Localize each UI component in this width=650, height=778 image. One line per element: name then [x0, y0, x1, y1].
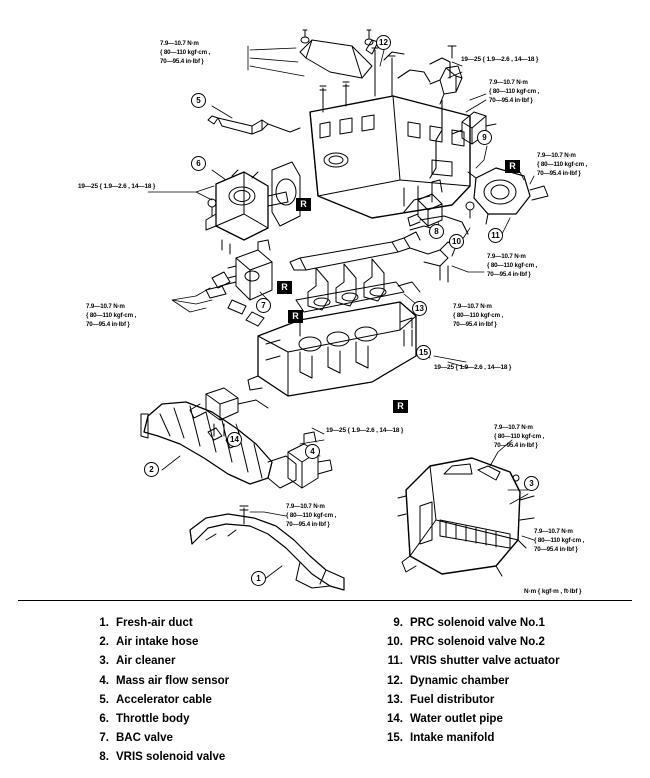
torque-line: 70—95.4 in·lbf } [487, 270, 531, 278]
torque-note-left-mid [86, 303, 136, 329]
legend-label: Throttle body [116, 713, 190, 726]
callout-bubble-11[interactable]: 11 [488, 228, 503, 243]
legend-item-14 [382, 710, 560, 729]
torque-note-bottom-far-right [534, 528, 584, 554]
torque-note-bottom-right [494, 424, 544, 450]
parts-legend [0, 600, 650, 778]
legend-item-3 [88, 652, 229, 671]
torque-line: 7.9—10.7 N·m [537, 152, 576, 159]
legend-number: 11. [387, 655, 403, 668]
legend-column-left [88, 614, 229, 768]
callout-bubble-1[interactable]: 1 [251, 571, 266, 586]
torque-line: 7.9—10.7 N·m [160, 40, 199, 47]
torque-line: { 80—110 kgf·cm , [534, 536, 585, 544]
legend-label: BAC valve [116, 732, 173, 745]
spec-note-left: 19—25 { 1.9—2.6 , 14—18 } [78, 183, 156, 190]
bac-valve-part [206, 240, 272, 326]
torque-note-right-mid [487, 253, 537, 279]
spec-note-bottom: 19—25 { 1.9—2.6 , 14—18 } [326, 427, 404, 434]
legend-item-9 [382, 614, 560, 633]
legend-number: 1. [99, 617, 109, 629]
legend-number: 14. [387, 713, 403, 726]
chamber-bracket [300, 30, 378, 78]
torque-line: 7.9—10.7 N·m [453, 303, 492, 310]
air-cleaner-part [398, 458, 526, 576]
legend-number: 13. [387, 693, 403, 706]
legend-item-8 [88, 748, 229, 767]
callout-bubble-4[interactable]: 4 [305, 444, 320, 459]
torque-line: 7.9—10.7 N·m [86, 303, 125, 310]
torque-line: 70—95.4 in·lbf } [494, 441, 538, 449]
throttle-body-part [206, 170, 288, 254]
legend-label: Intake manifold [410, 732, 495, 745]
callout-bubble-6[interactable]: 6 [191, 156, 206, 171]
torque-note-right-upper [537, 152, 587, 178]
callout-bubble-12[interactable]: 12 [376, 35, 391, 50]
torque-line: 70—95.4 in·lbf } [86, 320, 130, 328]
torque-line: 70—95.4 in·lbf } [286, 520, 330, 528]
legend-number: 5. [99, 693, 109, 706]
torque-line: 7.9—10.7 N·m [487, 253, 526, 260]
legend-label: PRC solenoid valve No.2 [410, 636, 545, 649]
legend-item-12 [382, 672, 560, 691]
legend-item-6 [88, 710, 229, 729]
legend-number: 9. [393, 617, 403, 629]
legend-label: PRC solenoid valve No.1 [410, 617, 545, 629]
callout-bubble-5[interactable]: 5 [191, 93, 206, 108]
torque-line: 70—95.4 in·lbf } [534, 545, 578, 553]
legend-label: Fresh-air duct [116, 617, 193, 629]
callout-bubble-13[interactable]: 13 [412, 301, 427, 316]
legend-number: 6. [99, 713, 109, 726]
legend-number: 4. [99, 674, 109, 687]
torque-line: { 80—110 kgf·cm , [453, 311, 504, 319]
legend-number: 8. [99, 751, 109, 764]
legend-item-5 [88, 691, 229, 710]
torque-line: { 80—110 kgf·cm , [487, 261, 538, 269]
spec-note-mid-right: 19—25 { 1.9—2.6 , 14—18 } [434, 364, 512, 371]
torque-line: 7.9—10.7 N·m [489, 79, 528, 86]
legend-item-13 [382, 691, 560, 710]
legend-item-1 [88, 614, 229, 633]
torque-line: 70—95.4 in·lbf } [489, 96, 533, 104]
legend-number: 15. [387, 732, 403, 745]
mass-air-flow-sensor-part [288, 432, 332, 488]
legend-label: Water outlet pipe [410, 713, 503, 726]
torque-line: 70—95.4 in·lbf } [160, 57, 204, 65]
legend-item-10 [382, 633, 560, 652]
legend-label: Air cleaner [116, 655, 176, 668]
torque-line: 7.9—10.7 N·m [286, 503, 325, 510]
legend-item-15 [382, 729, 560, 748]
intake-manifold-part [248, 302, 416, 396]
vris-actuator-part [466, 168, 548, 224]
air-intake-hose-part [141, 402, 296, 488]
accelerator-cable-part [208, 116, 300, 134]
torque-line: 7.9—10.7 N·m [534, 528, 573, 535]
legend-number: 3. [99, 655, 109, 668]
torque-note-top-left [160, 40, 210, 66]
spec-note-top-right: 19—25 { 1.9—2.6 , 14—18 } [461, 56, 539, 63]
callout-bubble-9[interactable]: 9 [477, 130, 492, 145]
torque-note-top-right [489, 79, 539, 105]
replace-marker-4: R [288, 310, 303, 323]
legend-item-7 [88, 729, 229, 748]
torque-line: { 80—110 kgf·cm , [160, 48, 211, 56]
legend-item-2 [88, 633, 229, 652]
callout-bubble-15[interactable]: 15 [416, 345, 431, 360]
torque-line: { 80—110 kgf·cm , [494, 432, 545, 440]
callout-bubble-14[interactable]: 14 [227, 432, 242, 447]
legend-number: 12. [387, 674, 403, 687]
legend-label: Air intake hose [116, 636, 199, 649]
legend-label: VRIS solenoid valve [116, 751, 226, 764]
torque-line: { 80—110 kgf·cm , [86, 311, 137, 319]
legend-item-4 [88, 672, 229, 691]
unit-note: N·m { kgf·m , ft·lbf } [524, 588, 582, 595]
callout-bubble-8[interactable]: 8 [429, 224, 444, 239]
legend-column-right [382, 614, 560, 748]
callout-bubble-7[interactable]: 7 [256, 298, 271, 313]
duct-bolt [240, 506, 248, 524]
dynamic-chamber-part [310, 96, 470, 218]
torque-note-bottom-center [286, 503, 336, 529]
callout-bubble-10[interactable]: 10 [449, 234, 464, 249]
legend-label: Dynamic chamber [410, 674, 510, 687]
replace-marker-2: R [505, 160, 520, 173]
legend-item-11 [382, 652, 560, 671]
torque-note-right-lower [453, 303, 503, 329]
legend-label: VRIS shutter valve actuator [410, 655, 560, 668]
torque-line: { 80—110 kgf·cm , [489, 87, 540, 95]
callout-bubble-2[interactable]: 2 [144, 462, 159, 477]
legend-number: 10. [387, 636, 403, 649]
torque-line: { 80—110 kgf·cm , [537, 160, 588, 168]
replace-marker-5: R [393, 400, 408, 413]
replace-marker-1: R [296, 198, 311, 211]
legend-number: 2. [99, 636, 109, 649]
torque-line: { 80—110 kgf·cm , [286, 511, 337, 519]
legend-divider [18, 600, 632, 601]
replace-marker-3: R [277, 281, 292, 294]
torque-line: 70—95.4 in·lbf } [537, 169, 581, 177]
legend-label: Fuel distributor [410, 693, 495, 706]
legend-label: Mass air flow sensor [116, 674, 230, 687]
torque-line: 7.9—10.7 N·m [494, 424, 533, 431]
torque-line: 70—95.4 in·lbf } [453, 320, 497, 328]
callout-bubble-3[interactable]: 3 [524, 476, 539, 491]
legend-number: 7. [99, 732, 109, 745]
legend-label: Accelerator cable [116, 693, 212, 706]
